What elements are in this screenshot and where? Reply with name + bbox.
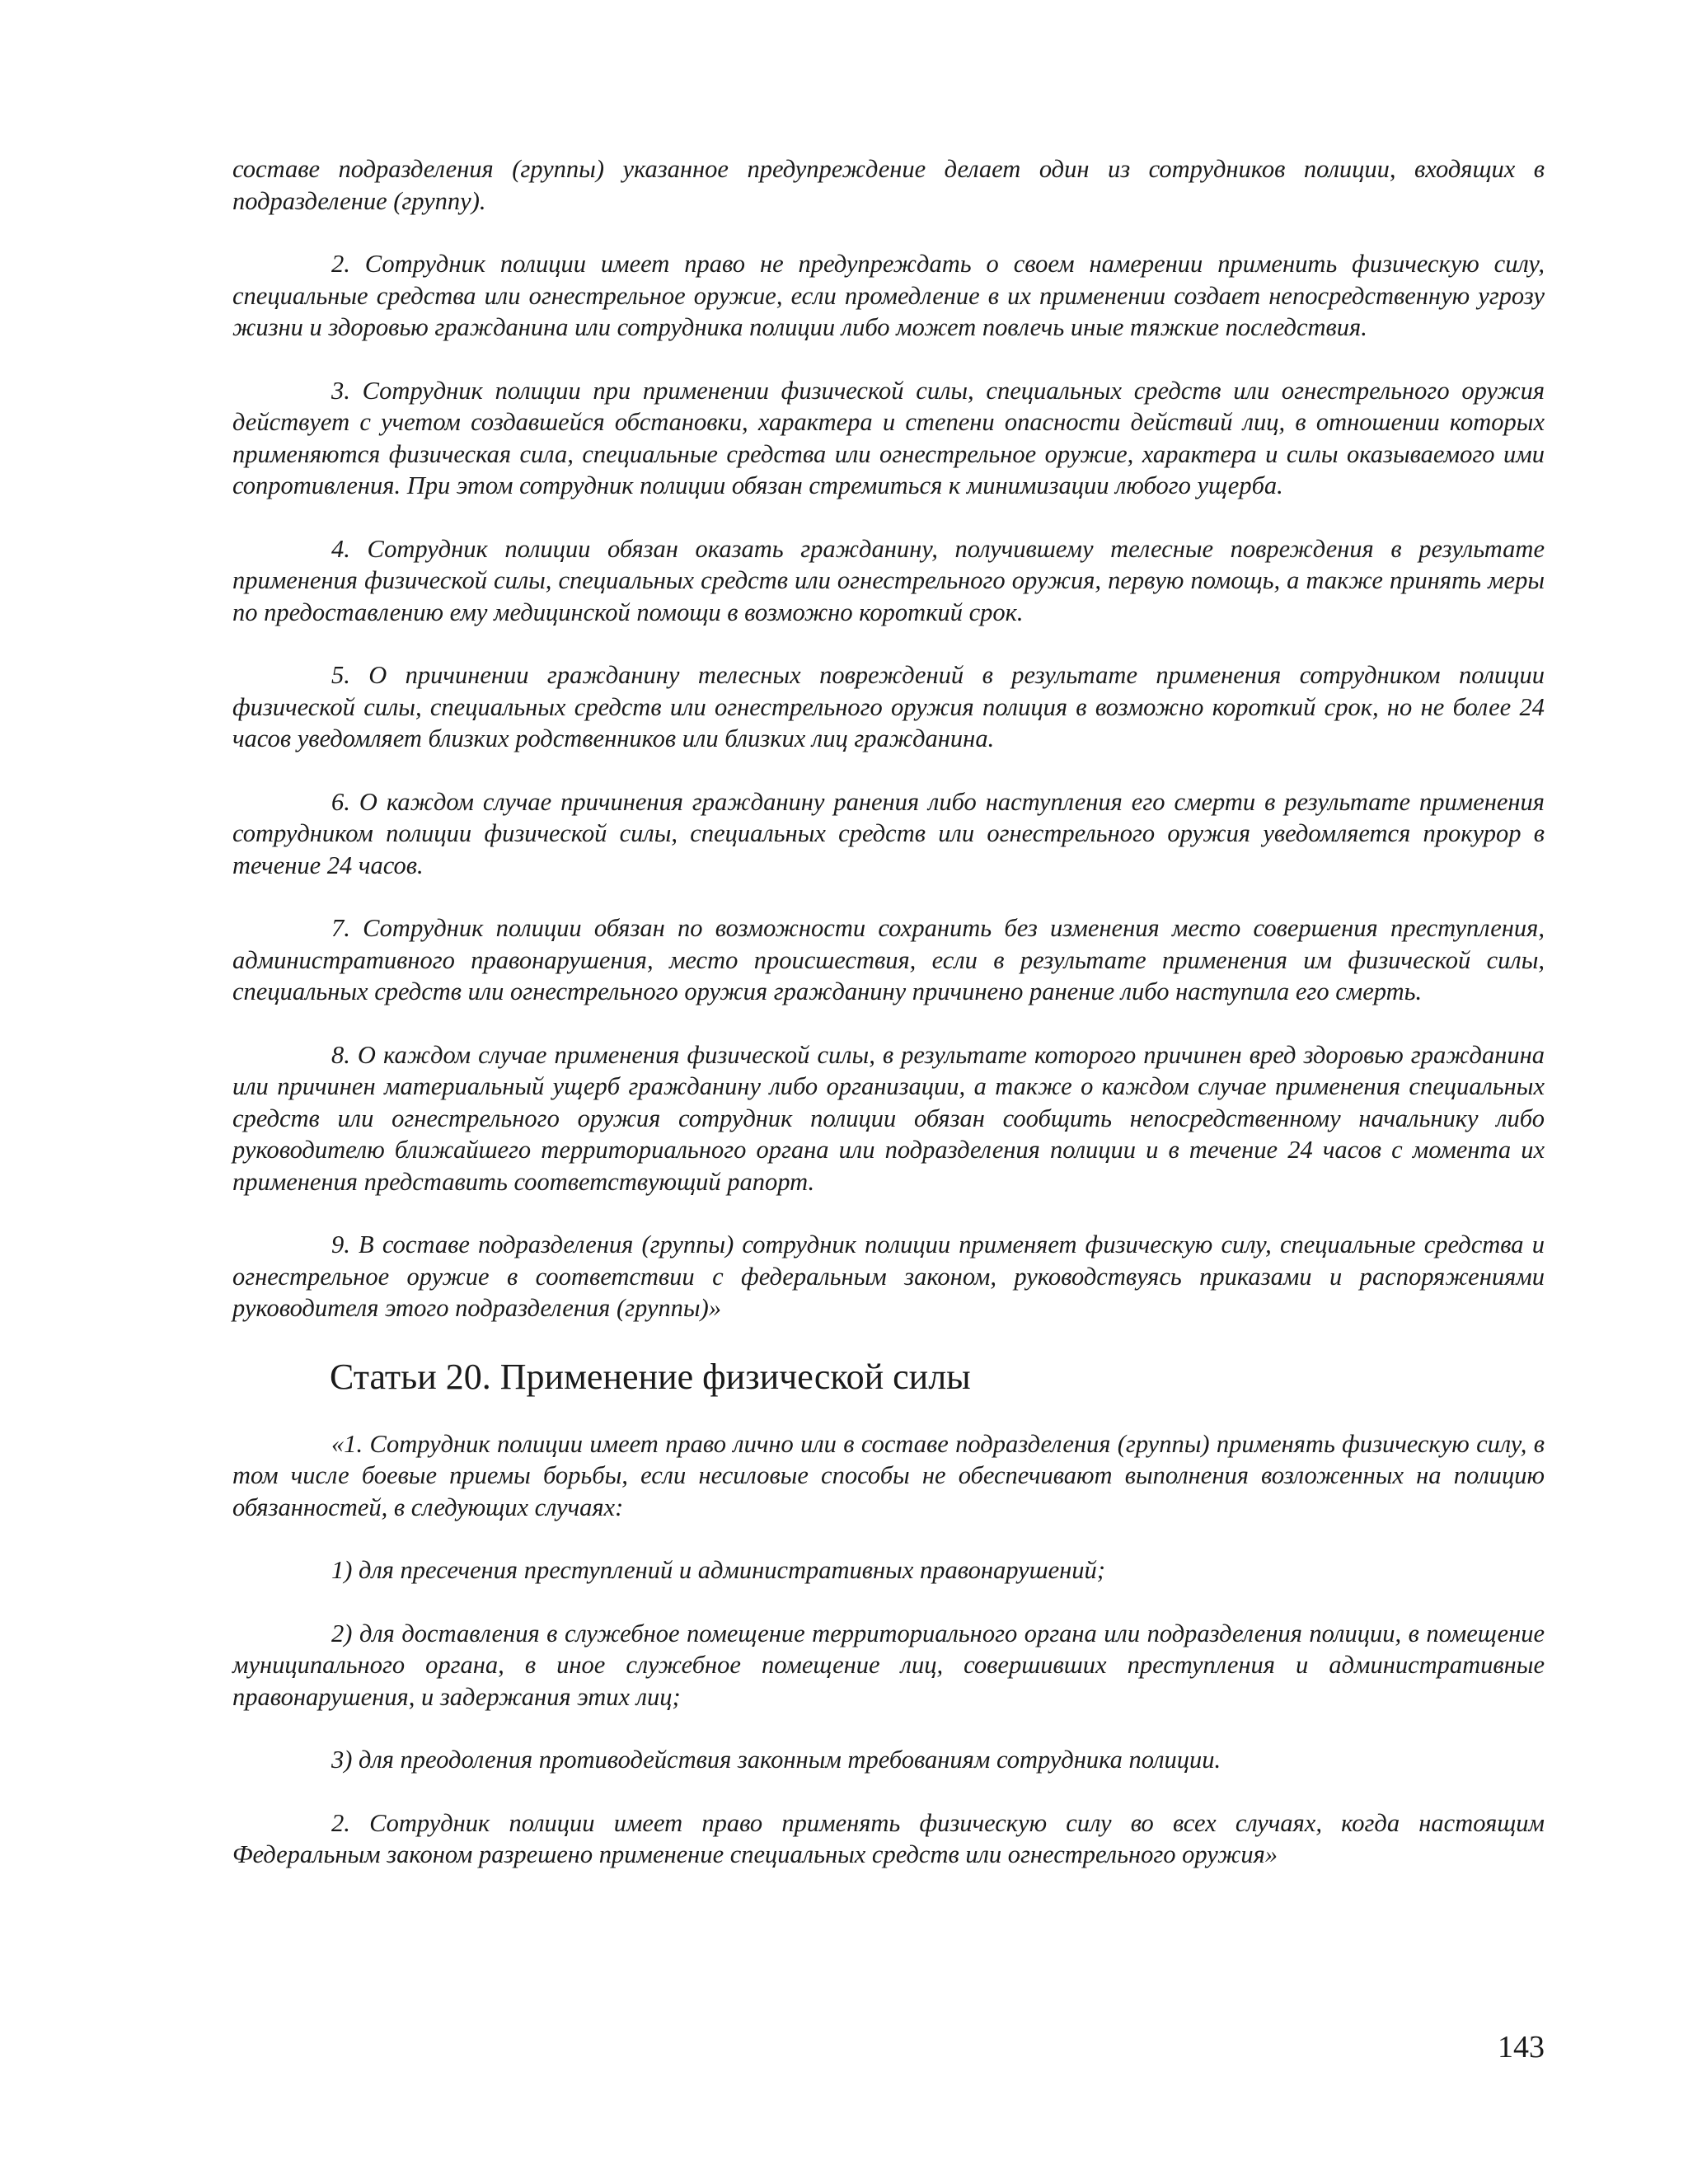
paragraph-item-9: 9. В составе подразделения (группы) сотрудник полиции применяет физическую силу, специальные средства и огнестрельное оружие в соответствии с федеральным законом, руководствуясь приказами и распоряжениями руководителя этого подразделения (группы)»: [232, 1230, 1545, 1322]
paragraph-article-20-item-2: 2. Сотрудник полиции имеет право применять физическую силу во всех случаях, когда настоящим Федеральным законом разрешено применение специальных средств или огнестрельного оружия»: [232, 1808, 1545, 1868]
paragraph-continuation: составе подразделения (группы) указанное предупреждение делает один из сотрудников полиции, входящих в подразделение (группу).: [232, 155, 1545, 215]
paragraph-article-20-item-1: «1. Сотрудник полиции имеет право лично или в составе подразделения (группы) применять физическую силу, в том числе боевые приемы борьбы, если несиловые способы не обеспечивают выполнения возложенных на полицию обязанностей, в следующих случаях:: [232, 1429, 1545, 1521]
paragraph-item-8: 8. О каждом случае применения физической силы, в результате которого причинен вред здоровью гражданина или причинен материальный ущерб гражданину либо организации, а также о каждом случае применения специальных средств или огнестрельного оружия сотрудник полиции обязан сообщить непосредственному начальнику либо руководителю ближайшего территориального органа или подразделения полиции и в течение 24 часов с момента их применения представить соответствующий рапорт.: [232, 1040, 1545, 1196]
page-number: 143: [1498, 2030, 1545, 2064]
section-heading: Статьи 20. Применение физической силы: [330, 1356, 971, 1397]
paragraph-item-2: 2. Сотрудник полиции имеет право не предупреждать о своем намерении применить физическую силу, специальные средства или огнестрельное оружие, если промедление в их применении создает непосредственную угрозу жизни и здоровью гражданина или сотрудника полиции либо может повлечь иные тяжкие последствия.: [232, 250, 1545, 341]
paragraph-item-6: 6. О каждом случае причинения гражданину ранения либо наступления его смерти в результате применения сотрудником полиции физической силы, специальных средств или огнестрельного оружия уведомляется прокурор в течение 24 часов.: [232, 787, 1545, 879]
paragraph-subitem-3: 3) для преодоления противодействия законным требованиям сотрудника полиции.: [331, 1746, 1221, 1774]
paragraph-item-3: 3. Сотрудник полиции при применении физической силы, специальных средств или огнестрельного оружия действует с учетом создавшейся обстановки, характера и степени опасности действий лиц, в отношении которых применяются физическая сила, специальные средства или огнестрельное оружие, характера и силы оказываемого ими сопротивления. При этом сотрудник полиции обязан стремиться к минимизации любого ущерба.: [232, 376, 1545, 499]
paragraph-item-7: 7. Сотрудник полиции обязан по возможности сохранить без изменения место совершения преступления, административного правонарушения, место происшествия, если в результате применения им физической силы, специальных средств или огнестрельного оружия гражданину причинено ранение либо наступила его смерть.: [232, 914, 1545, 1005]
paragraph-item-4: 4. Сотрудник полиции обязан оказать гражданину, получившему телесные повреждения в результате применения физической силы, специальных средств или огнестрельного оружия, первую помощь, а также принять меры по предоставлению ему медицинской помощи в возможно короткий срок.: [232, 534, 1545, 626]
paragraph-subitem-1: 1) для пресечения преступлений и административных правонарушений;: [331, 1556, 1105, 1584]
page-content: [232, 153, 1545, 1902]
paragraph-item-5: 5. О причинении гражданину телесных повреждений в результате применения сотрудником полиции физической силы, специальных средств или огнестрельного оружия полиция в возможно короткий срок, но не более 24 часов уведомляет близких родственников или близких лиц гражданина.: [232, 661, 1545, 752]
paragraph-subitem-2: 2) для доставления в служебное помещение территориального органа или подразделения полиции, в помещение муниципального органа, в иное служебное помещение лиц, совершивших преступления и административные правонарушения, и задержания этих лиц;: [232, 1619, 1545, 1711]
